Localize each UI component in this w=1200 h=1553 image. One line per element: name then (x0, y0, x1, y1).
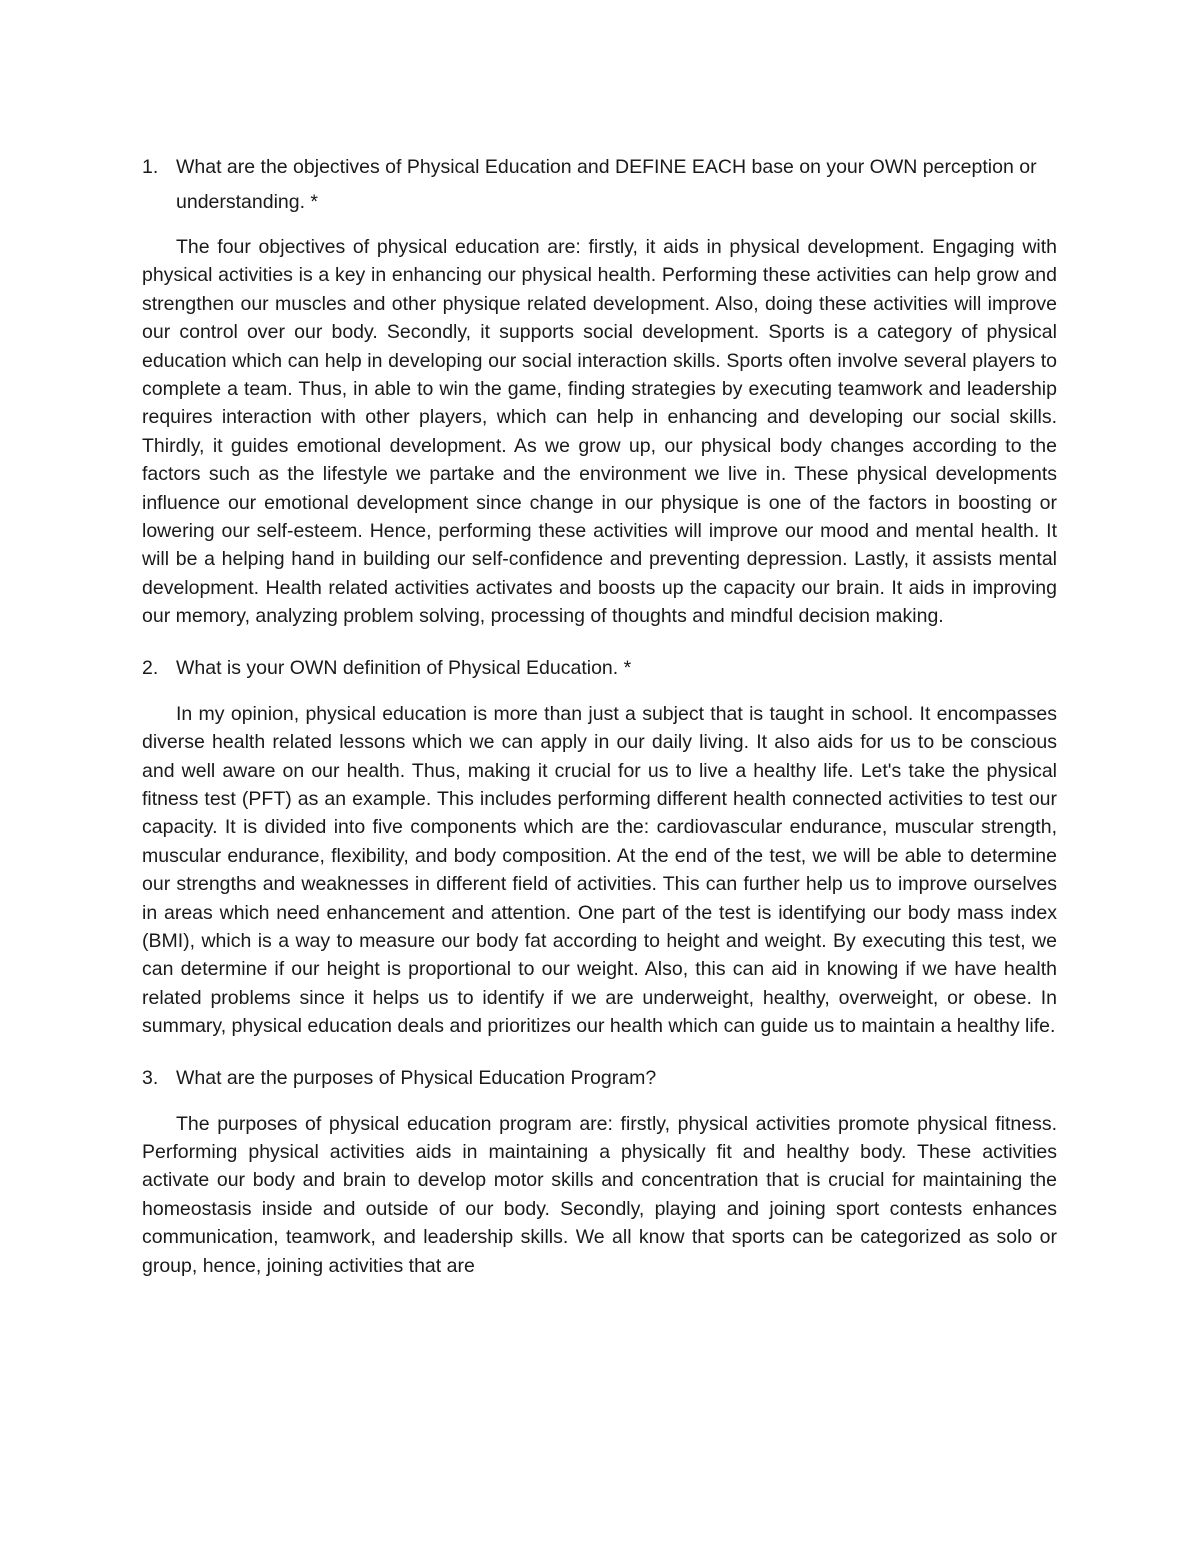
answer-3: The purposes of physical education program are: firstly, physical activities promote physical fitness. Performing physical activities aids in maintaining a physically fit and healthy body. These activities activate our body and brain to develop motor skills and concentration that is crucial for maintaining the homeostasis inside and outside of our body. Secondly, playing and joining sport contests enhances communication, teamwork, and leadership skills. We all know that sports can be categorized as solo or group, hence, joining activities that are (142, 1112, 1057, 1277)
question-text: What are the objectives of Physical Education and DEFINE EACH base on your OWN perception or understanding. * (176, 156, 1037, 213)
question-text: What are the purposes of Physical Education Program? (176, 1066, 657, 1089)
document-body (142, 150, 1057, 1280)
answer-1: The four objectives of physical education are: firstly, it aids in physical development. Engaging with physical activities is a key in enhancing our physical health. Performing these activities can help grow and strengthen our muscles and other physique related development. Also, doing these activities will improve our control over our body. Secondly, it supports social development. Sports is a category of physical education which can help in developing our social interaction skills. Sports often involve several players to complete a team. Thus, in able to win the game, finding strategies by executing teamwork and leadership requires interaction with other players, which can help in enhancing and developing our social skills. Thirdly, it guides emotional development. As we grow up, our physical body changes according to the factors such as the lifestyle we partake and the environment we live in. These physical developments influence our emotional development since change in our physique is one of the factors in boosting or lowering our self-esteem. Hence, performing these activities will improve our mood and mental health. It will be a helping hand in building our self-confidence and preventing depression. Lastly, it assists mental development. Health related activities activates and boosts up the capacity our brain. It aids in improving our memory, analyzing problem solving, processing of thoughts and mindful decision making. (142, 236, 1057, 628)
answer-2: In my opinion, physical education is more than just a subject that is taught in school. It encompasses diverse health related lessons which we can apply in our daily living. It also aids for us to be conscious and well aware on our health. Thus, making it crucial for us to live a healthy life. Let's take the physical fitness test (PFT) as an example. This includes performing different health connected activities to test our capacity. It is divided into five components which are the: cardiovascular endurance, muscular strength, muscular endurance, flexibility, and body composition. At the end of the test, we will be able to determine our strengths and weaknesses in different field of activities. This can further help us to improve ourselves in areas which need enhancement and attention. One part of the test is identifying our body mass index (BMI), which is a way to measure our body fat according to height and weight. By executing this test, we can determine if our height is proportional to our weight. Also, this can aid in knowing if we have health related problems since it helps us to identify if we are underweight, healthy, overweight, or obese. In summary, physical education deals and prioritizes our health which can guide us to maintain a healthy life. (142, 702, 1057, 1038)
question-number: 1. (142, 156, 159, 178)
question-number: 2. (142, 656, 159, 679)
question-1 (142, 150, 1057, 220)
question-3 (142, 1061, 1057, 1096)
question-number: 3. (142, 1066, 159, 1089)
question-2 (142, 651, 1057, 686)
question-text: What is your OWN definition of Physical Education. * (176, 656, 632, 679)
